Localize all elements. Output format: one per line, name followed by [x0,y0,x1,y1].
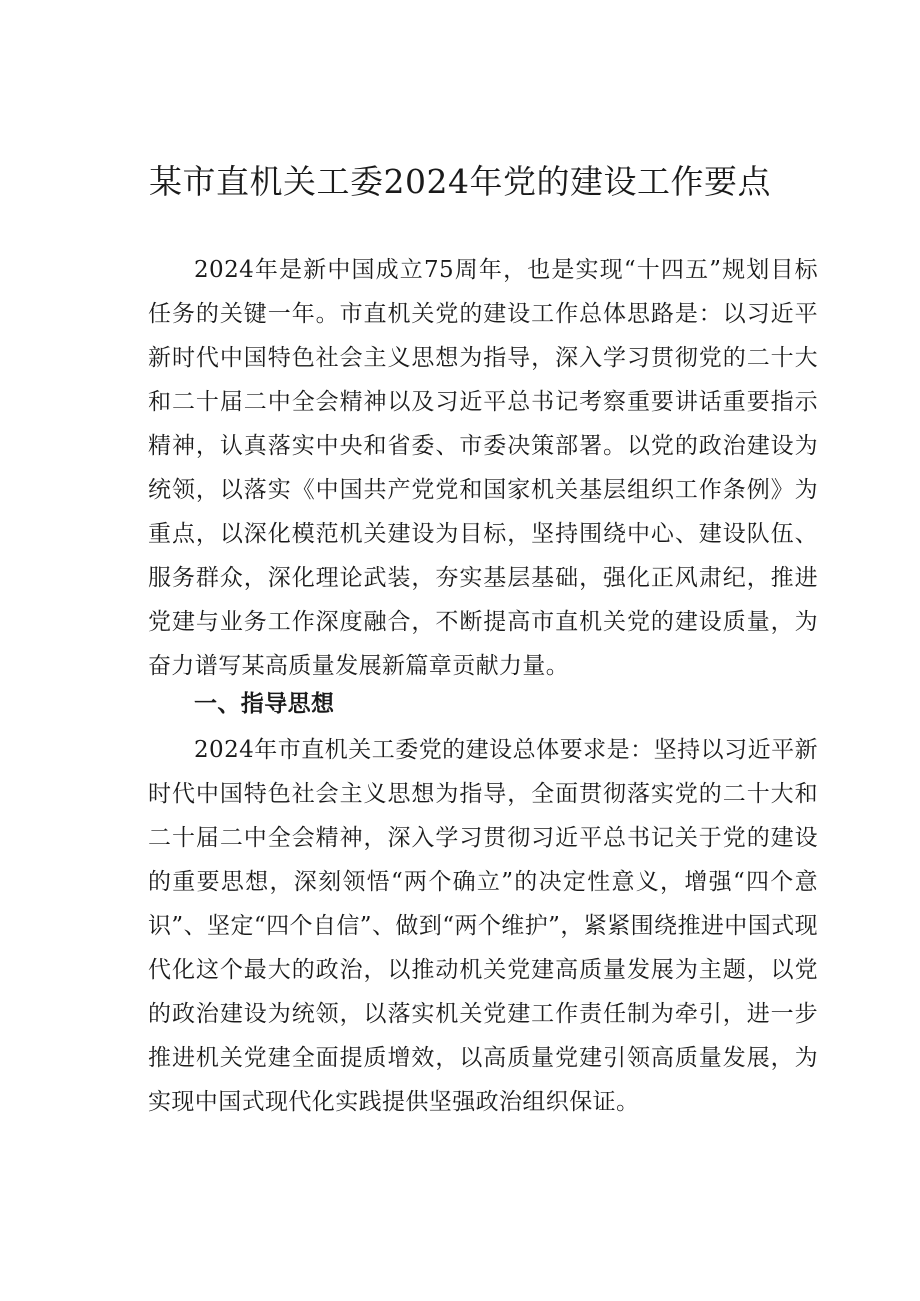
document-title: 某市直机关工委2024年党的建设工作要点 [149,162,771,201]
section-heading-guiding-ideology: 一、指导思想 [194,691,335,717]
guiding-ideology-paragraph: 2024年市直机关工委党的建设总体要求是：坚持以习近平新时代中国特色社会主义思想为指导，全面贯彻落实党的二十大和二十届二中全会精神，深入学习贯彻习近平总书记关于党的建设的重要思想，深刻领悟“两个确立”的决定性意义，增强“四个意识”、坚定“四个自信”、做到“两个维护”，紧紧围绕推进中国式现代化这个最大的政治，以推动机关党建高质量发展为主题，以党的政治建设为统领，以落实机关党建工作责任制为牵引，进一步推进机关党建全面提质增效，以高质量党建引领高质量发展，为实现中国式现代化实践提供坚强政治组织保证。 [148,737,818,1115]
intro-paragraph: 2024年是新中国成立75周年，也是实现“十四五”规划目标任务的关键一年。市直机关党的建设工作总体思路是：以习近平新时代中国特色社会主义思想为指导，深入学习贯彻党的二十大和二十届二中全会精神以及习近平总书记考察重要讲话重要指示精神，认真落实中央和省委、市委决策部署。以党的政治建设为统领，以落实《中国共产党党和国家机关基层组织工作条例》为重点，以深化模范机关建设为目标，坚持围绕中心、建设队伍、服务群众，深化理论武装，夯实基层基础，强化正风肃纪，推进党建与业务工作深度融合，不断提高市直机关党的建设质量，为奋力谱写某高质量发展新篇章贡献力量。 [148,257,818,679]
